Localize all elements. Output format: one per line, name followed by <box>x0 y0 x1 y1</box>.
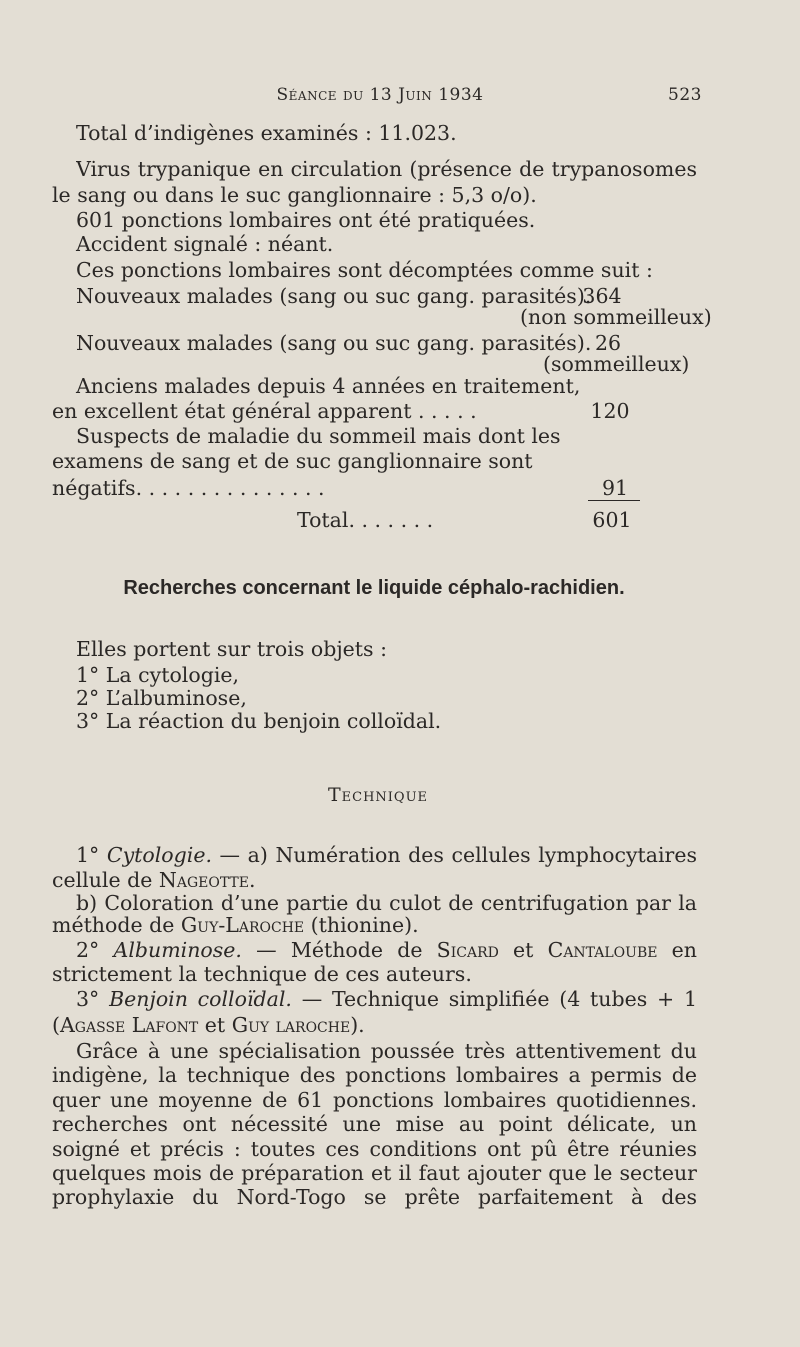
table-row-value: 91 <box>601 476 629 500</box>
table-row-value: 364 <box>582 284 622 308</box>
table-row-label: Nouveaux malades (sang ou suc gang. parasités). <box>76 331 592 355</box>
text-span: . <box>249 868 256 892</box>
text-line <box>52 1012 697 1039</box>
text-line: 601 ponctions lombaires ont été pratiquées. <box>76 208 536 232</box>
author-name: Agasse Lafont <box>60 1013 199 1037</box>
table-row-label: Nouveaux malades (sang ou suc gang. parasités). <box>76 284 592 308</box>
list-item: 2° L’albuminose, <box>76 686 247 710</box>
table-row-label: négatifs. . . . . . . . . . . . . . . <box>52 476 325 500</box>
text-line <box>52 912 697 939</box>
author-name: Guy-Laroche <box>180 913 305 937</box>
item-label: Benjoin colloïdal. <box>109 987 292 1011</box>
text-span: cellule de <box>52 868 159 892</box>
text-span: en <box>671 938 697 962</box>
text-line: quelques mois de préparation et il faut ajouter que le secteur <box>52 1161 697 1185</box>
table-row-label: Suspects de maladie du sommeil mais dont les <box>76 424 561 448</box>
sum-rule <box>588 500 640 501</box>
table-row-note: (sommeilleux) <box>543 352 690 376</box>
text-line: quer une moyenne de 61 ponctions lombaires quotidiennes. <box>52 1088 697 1112</box>
table-row-note: (non sommeilleux) <box>520 305 712 329</box>
text-span: — Méthode de <box>241 938 437 962</box>
author-name: Sicard <box>436 938 499 962</box>
text-span: et <box>498 938 548 962</box>
text-line: prophylaxie du Nord-Togo se prête parfaitement à des <box>52 1185 697 1209</box>
total-value: 601 <box>592 508 632 532</box>
text-span: ( <box>52 1013 60 1037</box>
text-line: le sang ou dans le suc ganglionnaire : 5,3 o/o). <box>52 183 537 207</box>
text-line: indigène, la technique des ponctions lombaires a permis de <box>52 1063 697 1087</box>
author-name: Cantaloube <box>547 938 658 962</box>
running-title: Séance du 13 Juin 1934 <box>276 85 484 105</box>
page-number: 523 <box>668 85 702 105</box>
table-row-value: 120 <box>590 399 630 423</box>
table-row-label: en excellent état général apparent . . . . . <box>52 399 477 423</box>
item-label: Albuminose. <box>113 938 242 962</box>
text-line: Ces ponctions lombaires sont décomptées comme suit : <box>76 258 653 282</box>
total-label: Total. . . . . . . <box>297 508 434 532</box>
text-line: soigné et précis : toutes ces conditions ont pû être réunies <box>52 1137 697 1161</box>
table-row-label: Anciens malades depuis 4 années en traitement, <box>76 374 581 398</box>
text-line: Total d’indigènes examinés : 11.023. <box>76 121 457 145</box>
text-span: — Technique simplifiée (4 tubes + 1 <box>301 987 697 1011</box>
list-item: 3° La réaction du benjoin colloïdal. <box>76 709 442 733</box>
table-row-label: examens de sang et de suc ganglionnaire sont <box>52 449 533 473</box>
section-title: Recherches concernant le liquide céphalo-rachidien. <box>123 577 625 599</box>
item-text: — a) Numération des cellules lymphocytaires <box>219 843 697 867</box>
text-line: strictement la technique de ces auteurs. <box>52 962 472 986</box>
text-span: et <box>198 1013 232 1037</box>
text-span: ). <box>350 1013 365 1037</box>
text-line: Grâce à une spécialisation poussée très attentivement du <box>76 1039 697 1063</box>
text-line: Elles portent sur trois objets : <box>76 637 387 661</box>
item-label: Cytologie. <box>106 843 212 867</box>
text-line: Accident signalé : néant. <box>76 232 334 256</box>
item-number: 2° <box>76 938 100 962</box>
author-name: Nageotte <box>158 868 249 892</box>
list-item: 1° La cytologie, <box>76 663 240 687</box>
page-header <box>0 85 800 115</box>
text-line: b) Coloration d’une partie du culot de centrifugation par la <box>76 891 697 915</box>
author-name: Guy laroche <box>231 1013 351 1037</box>
text-line <box>76 842 697 869</box>
item-number: 1° <box>76 843 100 867</box>
text-line <box>76 986 697 1013</box>
technique-heading: Technique <box>327 784 429 806</box>
text-line <box>76 937 697 964</box>
text-span: méthode de <box>52 913 181 937</box>
text-span: (thionine). <box>304 913 419 937</box>
text-line: recherches ont nécessité une mise au point délicate, un <box>52 1112 697 1136</box>
table-row-value: 26 <box>594 331 622 355</box>
item-number: 3° <box>76 987 100 1011</box>
text-line: Virus trypanique en circulation (présence de trypanosomes <box>76 157 697 181</box>
